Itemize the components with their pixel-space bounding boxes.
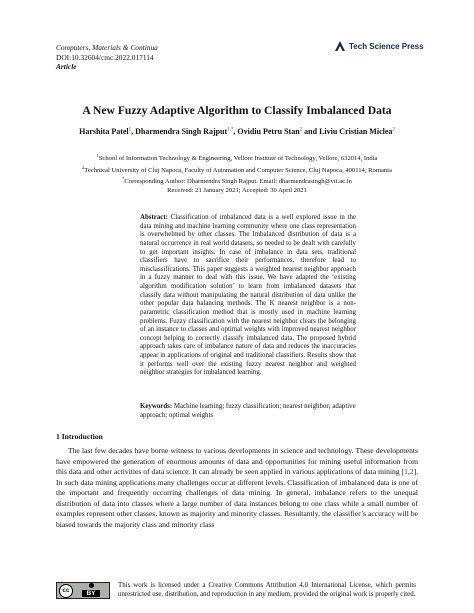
- author-name: Harshita Patel: [79, 127, 129, 136]
- author-mark: 2: [392, 127, 395, 133]
- author-name: Ovidiu Petru Stan: [237, 127, 300, 136]
- abstract-text: Classification of imbalanced data is a well explored issue in the data mining and machine learning community where one class representation is overwhelmed by other classes. The Imbalanced distribution of data is a natural occurrence in real world datasets, so needed to be dealt with carefully to get important insights. In case of imbalance in data sets, traditional classifiers have to sacrifice their performances, therefore lead to misclassifications. This paper suggests a weighted nearest neighbor approach in a fuzzy manner to deal with this issue. We have adapted the ‘existing algorithm modification solution’ to learn from imbalanced datasets that classify data without manipulating the natural distribution of data unlike the other popular data balancing methods. The K nearest neighbor is a non-parametric classification method that is mostly used in machine learning problems. Fuzzy classification with the nearest neighbor clears the belonging of an instance to classes and optimal weights with improved nearest neighbor concept helping to correctly classify imbalanced data. The proposed hybrid approach takes care of imbalance nature of data and reduces the inaccuracies appear in applications of original and traditional classifiers. Results show that it performs well over the existing fuzzy nearest neighbor and weighted neighbor strategies for imbalanced learning.: [140, 214, 356, 377]
- introduction-paragraph: The last few decades have borne witness to various developments in science and technology. These developments have empowered the generation of enormous amounts of data and opportunities for mining useful information from this data and other activities of data science. It can already be seen applied in various applications of data mining [1,2]. In such data mining applications many challenges occur at different levels. Classification of imbalanced data is one of the important and frequently occurring challenges of data mining. In general, imbalance refers to the unequal distribution of data into classes where a large number of data instances belong to one class while a small number of examples represent other classes, known as majority and minority classes. Resultantly, the classifier’s accuracy will be biased towards the majority class and minority class: [56, 446, 418, 529]
- article-type: Article: [56, 62, 77, 72]
- abstract: [140, 214, 356, 378]
- section-heading: 1 Introduction: [56, 432, 103, 441]
- publisher-name: Tech Science Press: [349, 41, 424, 51]
- abstract-label: Abstract:: [140, 214, 168, 221]
- received-dates: Received: 21 January 2021; Accepted: 30 April 2021: [167, 186, 307, 194]
- paper-title: A New Fuzzy Adaptive Algorithm to Classify Imbalanced Data: [82, 104, 392, 117]
- affiliation-line: $^1$School of Information Technology & Engineering, Vellore Institute of Technology, Vellore, 632014, India: [96, 153, 378, 163]
- person-icon: [89, 583, 94, 588]
- author-separator: ,: [131, 127, 136, 136]
- publisher-logo-icon: [334, 40, 346, 52]
- keywords-text: Machine learning; fuzzy classification; nearest neighbor; adaptive approach; optimal weights: [140, 403, 356, 419]
- keywords: [140, 403, 356, 420]
- author-separator: ,: [233, 127, 238, 136]
- affiliation-line: $^2$Technical University of Cluj Napoca, Faculty of Automation and Computer Science, Cluj Napoca, 400114, Romania: [82, 164, 392, 174]
- author-separator: and: [302, 127, 320, 136]
- affiliations: [0, 152, 474, 195]
- keywords-label: Keywords:: [140, 403, 173, 410]
- by-label: BY: [82, 590, 99, 597]
- cc-by-badge[interactable]: [56, 582, 110, 599]
- author-mark: 2: [299, 127, 303, 133]
- cc-icon: cc: [59, 584, 73, 598]
- corresponding-author: *Corresponding Author: Dharmendra Singh Rajput. Email: dharmendrasingh@vit.ac.in: [122, 176, 352, 186]
- author-mark: 1,*: [227, 127, 234, 133]
- publisher-logo: [334, 40, 424, 52]
- citation-link[interactable]: 1: [404, 467, 408, 476]
- license-footer: [56, 582, 416, 599]
- author-name: Liviu Cristian Miclea: [319, 127, 393, 136]
- journal-name: Computers, Materials & Continua: [56, 43, 158, 52]
- license-text: This work is licensed under a Creative Commons Attribution 4.0 International License, which permits unrestricted use, distribution, and reproduction in any medium, provided the original work is properly cited.: [118, 582, 416, 598]
- citation-link[interactable]: 2: [409, 467, 414, 476]
- author-mark: 1: [128, 127, 132, 133]
- journal-header: [56, 43, 158, 72]
- author-list: [0, 127, 474, 136]
- doi-text: DOI:10.32604/cmc.2022.017114: [56, 52, 154, 62]
- author-name: Dharmendra Singh Rajput: [135, 127, 228, 136]
